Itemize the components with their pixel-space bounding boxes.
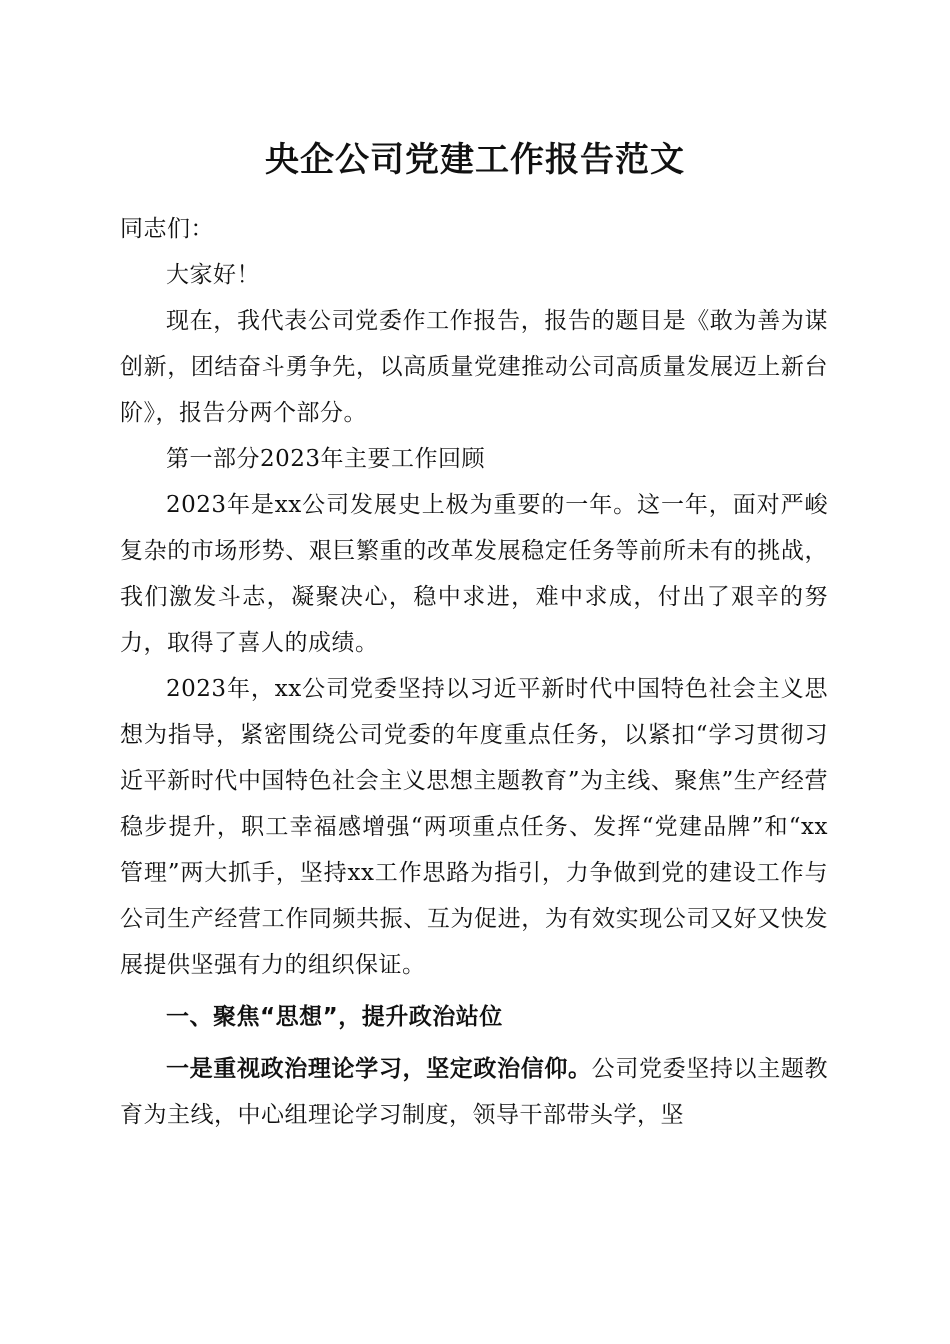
document-title: 央企公司党建工作报告范文 (265, 140, 685, 180)
paragraph-lead: 一是重视政治理论学习，坚定政治信仰。 (166, 1055, 592, 1082)
guidance-paragraph: 2023年，xx公司党委坚持以习近平新时代中国特色社会主义思想为指导，紧密围绕公司党委的年度重点任务，以紧扣“学习贯彻习近平新时代中国特色社会主义思想主题教育”为主线、聚焦”生产经营稳步提升，职工幸福感增强“两项重点任务、发挥“党建品牌”和“xx管理”两大抓手，坚持xx工作思路为指引，力争做到党的建设工作与公司生产经营工作同频共振、互为促进，为有效实现公司又好又快发展提供坚强有力的组织保证。 (120, 676, 828, 978)
section-heading: 一、聚焦“思想”，提升政治站位 (166, 1004, 503, 1030)
intro-paragraph: 现在，我代表公司党委作工作报告，报告的题目是《敢为善为谋创新，团结奋斗勇争先，以高质量党建推动公司高质量发展迈上新台阶》，报告分两个部分。 (120, 308, 828, 426)
paragraph-text: 公司党委坚持以主题教育为主线，中心组理论学习制度，领导干部带头学，坚 (120, 1056, 829, 1128)
greeting: 大家好！ (166, 262, 260, 288)
political-study-paragraph (120, 1046, 828, 1138)
salutation: 同志们： (120, 216, 214, 242)
document-body (120, 206, 828, 1138)
part-one-heading: 第一部分2023年主要工作回顾 (166, 446, 486, 472)
review-paragraph: 2023年是xx公司发展史上极为重要的一年。这一年，面对严峻复杂的市场形势、艰巨繁重的改革发展稳定任务等前所未有的挑战，我们激发斗志，凝聚决心，稳中求进，难中求成，付出了艰辛的努力，取得了喜人的成绩。 (120, 492, 828, 656)
